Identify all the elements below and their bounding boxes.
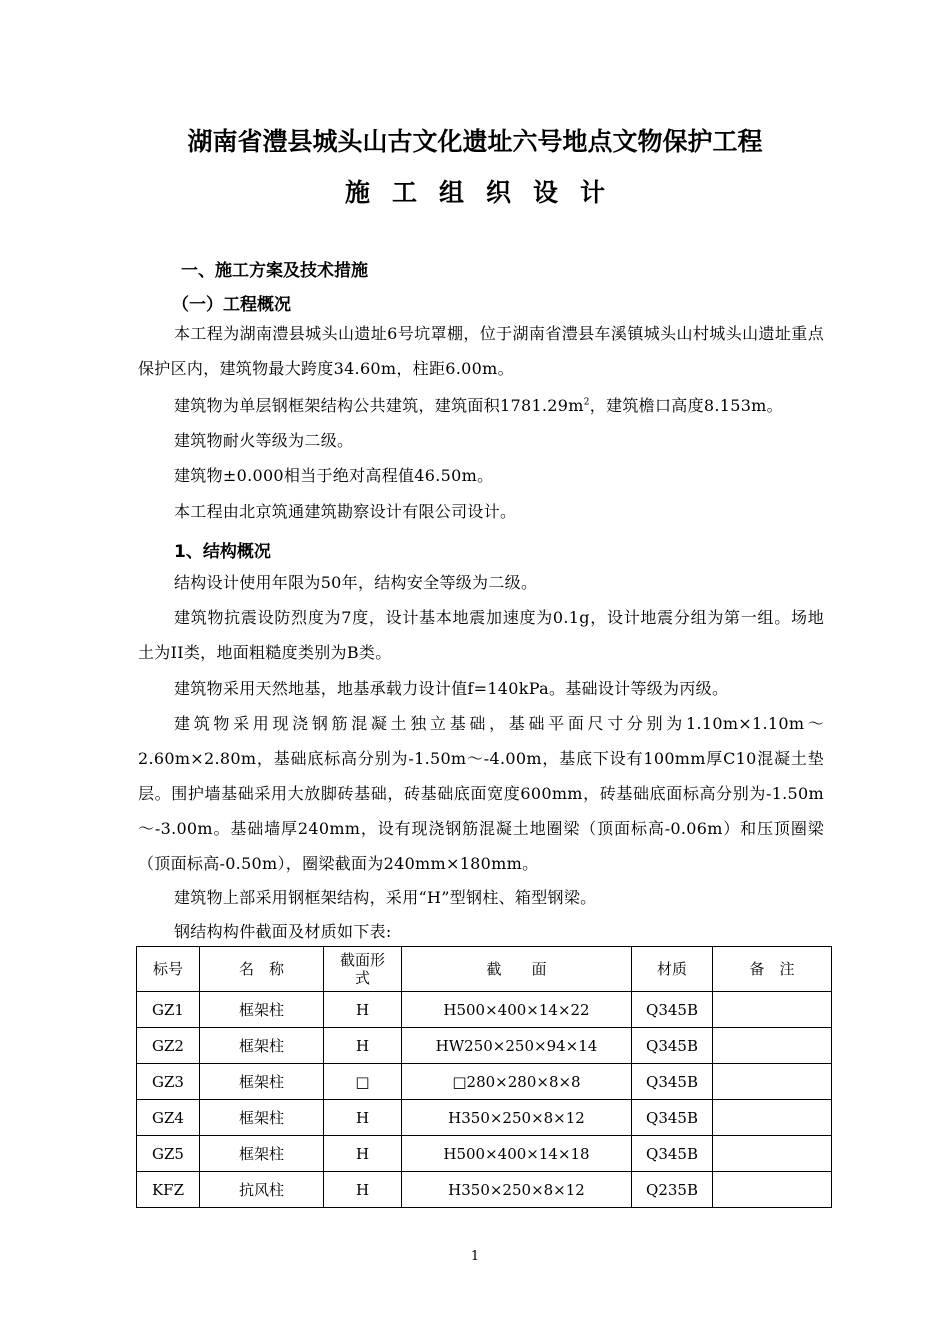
header-name: 名 称 [200, 947, 324, 992]
cell-mark: GZ2 [137, 1028, 200, 1064]
table-row [137, 1064, 832, 1100]
structure-paragraph-1: 结构设计使用年限为50年，结构安全等级为二级。 [174, 573, 538, 592]
header-section-type: 截面形式 [324, 947, 402, 992]
overview-paragraph-2-text: 建筑物为单层钢框架结构公共建筑，建筑面积1781.29m [174, 396, 584, 415]
structure-paragraph-4: 建筑物采用现浇钢筋混凝土独立基础，基础平面尺寸分别为1.10m×1.10m～2.60m×2.80m，基础底标高分别为-1.50m～-4.00m，基底下设有100mm厚C10混凝土垫层。围护墙基础采用大放脚砖基础，砖基础底面宽度600mm，砖基础底面标高分别为-1.50m～-3.00m。基础墙厚240mm，设有现浇钢筋混凝土地圈梁（顶面标高-0.06m）和压顶圈梁（顶面标高-0.50m），圈梁截面为240mm×180mm。 [138, 714, 824, 873]
cell-section-type: H [324, 1136, 402, 1172]
cell-section: H500×400×14×18 [402, 1136, 632, 1172]
overview-paragraph-4: 建筑物±0.000相当于绝对高程值46.50m。 [174, 466, 494, 485]
document-subtitle: 施工组织设计 [344, 178, 627, 207]
page-number: 1 [470, 1249, 480, 1264]
section-heading-overview: （一）工程概况 [172, 295, 291, 315]
table-row [137, 1136, 832, 1172]
table-header-row [137, 947, 832, 992]
cell-mark: GZ3 [137, 1064, 200, 1100]
cell-name: 框架柱 [200, 1100, 324, 1136]
cell-section-type: H [324, 1100, 402, 1136]
table-row [137, 1028, 832, 1064]
cell-section-type: H [324, 1028, 402, 1064]
table-body [137, 992, 832, 1208]
cell-material: Q345B [632, 1064, 713, 1100]
cell-material: Q345B [632, 992, 713, 1028]
cell-remarks [713, 1100, 832, 1136]
overview-paragraph-3: 建筑物耐火等级为二级。 [174, 431, 354, 450]
overview-paragraph-5: 本工程由北京筑通建筑勘察设计有限公司设计。 [174, 502, 517, 521]
table-row [137, 1100, 832, 1136]
cell-section-type: H [324, 1172, 402, 1208]
table-row [137, 992, 832, 1028]
cell-material: Q345B [632, 1028, 713, 1064]
section-heading-construction-plan: 一、施工方案及技术措施 [181, 261, 368, 281]
cell-name: 框架柱 [200, 1064, 324, 1100]
cell-section: HW250×250×94×14 [402, 1028, 632, 1064]
cell-name: 框架柱 [200, 1028, 324, 1064]
cell-name: 抗风柱 [200, 1172, 324, 1208]
cell-remarks [713, 1028, 832, 1064]
structure-paragraph-3: 建筑物采用天然地基，地基承载力设计值f=140kPa。基础设计等级为丙级。 [174, 679, 729, 698]
cell-mark: GZ4 [137, 1100, 200, 1136]
cell-section: H350×250×8×12 [402, 1100, 632, 1136]
cell-mark: KFZ [137, 1172, 200, 1208]
header-remarks: 备 注 [713, 947, 832, 992]
cell-remarks [713, 1172, 832, 1208]
table-row [137, 1172, 832, 1208]
cell-section: □280×280×8×8 [402, 1064, 632, 1100]
cell-material: Q345B [632, 1100, 713, 1136]
cell-name: 框架柱 [200, 1136, 324, 1172]
cell-section-type: H [324, 992, 402, 1028]
header-section: 截 面 [402, 947, 632, 992]
cell-material: Q235B [632, 1172, 713, 1208]
structure-paragraph-2: 建筑物抗震设防烈度为7度，设计基本地震加速度为0.1g，设计地震分组为第一组。场地土为II类，地面粗糙度类别为B类。 [138, 608, 824, 662]
overview-paragraph-2-tail: ，建筑檐口高度8.153m。 [589, 396, 783, 415]
cell-remarks [713, 1136, 832, 1172]
header-material: 材质 [632, 947, 713, 992]
overview-paragraph-2 [138, 388, 824, 423]
header-mark: 标号 [137, 947, 200, 992]
area-unit-superscript: 2 [583, 397, 590, 408]
overview-paragraph-1: 本工程为湖南澧县城头山遗址6号坑罩棚，位于湖南省澧县车溪镇城头山村城头山遗址重点保护区内，建筑物最大跨度34.60m，柱距6.00m。 [138, 324, 824, 378]
cell-section-type: □ [324, 1064, 402, 1100]
cell-material: Q345B [632, 1136, 713, 1172]
cell-section: H500×400×14×22 [402, 992, 632, 1028]
cell-mark: GZ1 [137, 992, 200, 1028]
document-title: 湖南省澧县城头山古文化遗址六号地点文物保护工程 [187, 127, 763, 156]
cell-remarks [713, 1064, 832, 1100]
cell-name: 框架柱 [200, 992, 324, 1028]
cell-remarks [713, 992, 832, 1028]
cell-section: H350×250×8×12 [402, 1172, 632, 1208]
section-heading-structure: 1、结构概况 [174, 542, 271, 562]
steel-member-table [136, 946, 832, 1208]
cell-mark: GZ5 [137, 1136, 200, 1172]
structure-paragraph-5: 建筑物上部采用钢框架结构，采用“H”型钢柱、箱型钢梁。 [174, 888, 597, 907]
structure-paragraph-6: 钢结构构件截面及材质如下表: [174, 922, 392, 941]
